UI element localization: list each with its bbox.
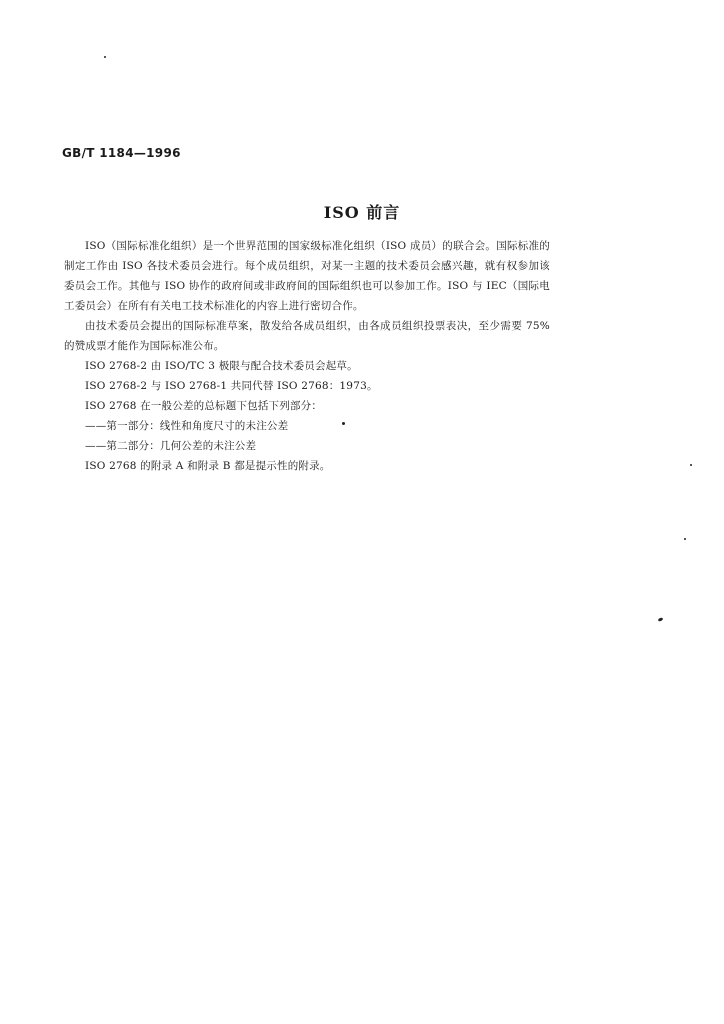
- paragraph-iso-intro: ISO（国际标准化组织）是一个世界范围的国家级标准化组织（ISO 成员）的联合会。国际标准的制定工作由 ISO 各技术委员会进行。每个成员组织，对某一主题的技术委员会感兴趣，就有权参加该委员会工作。其他与 ISO 协作的政府间或非政府间的国际组织也可以参加工作。ISO 与 IEC（国际电工委员会）在所有有关电工技术标准化的内容上进行密切合作。: [64, 240, 550, 312]
- scan-speck: [684, 538, 686, 540]
- scan-speck: [104, 56, 106, 58]
- scan-speck: [342, 422, 345, 425]
- scan-speck: [690, 464, 692, 466]
- scan-speck: [658, 617, 664, 622]
- list-item-part-two: ——第二部分：几何公差的未注公差: [85, 440, 257, 452]
- page-title: ISO 前言: [323, 203, 401, 222]
- paragraph-voting: 由技术委员会提出的国际标准草案，散发给各成员组织，由各成员组织投票表决，至少需要 75% 的赞成票才能作为国际标准公布。: [64, 320, 550, 352]
- paragraph-drafting: ISO 2768-2 由 ISO/TC 3 极限与配合技术委员会起草。: [85, 360, 358, 372]
- paragraph-annexes: ISO 2768 的附录 A 和附录 B 都是提示性的附录。: [85, 460, 331, 472]
- document-body: [64, 236, 550, 476]
- list-item-part-one: ——第一部分：线性和角度尺寸的未注公差: [85, 420, 289, 432]
- paragraph-replacement: ISO 2768-2 与 ISO 2768-1 共同代替 ISO 2768：1973。: [85, 380, 378, 392]
- paragraph-parts-intro: ISO 2768 在一般公差的总标题下包括下列部分：: [85, 400, 323, 412]
- standard-number: GB/T 1184—1996: [62, 146, 181, 160]
